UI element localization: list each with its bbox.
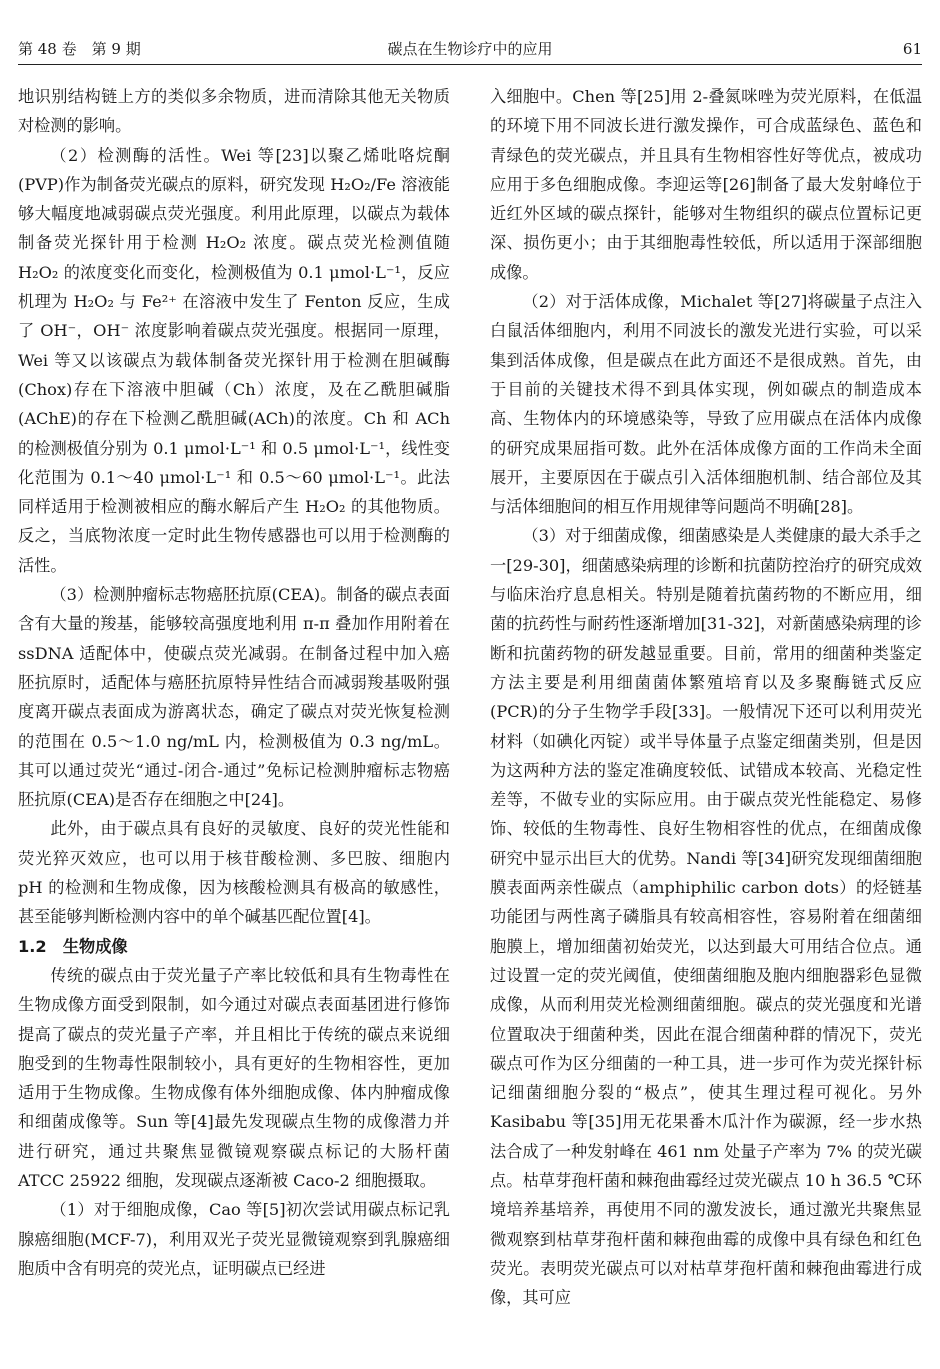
paragraph: （3）对于细菌成像，细菌感染是人类健康的最大杀手之一[29-30]，细菌感染病理的诊断和抗菌防控治疗的研究成效与临床治疗息息相关。特别是随着抗菌药物的不断应用，细菌的抗药性与耐药性逐渐增加[31-32]，对新菌感染病理的诊断和抗菌药物的研发越显重要。目前，常用的细菌种类鉴定方法主要是利用细菌菌体繁殖培育以及多聚酶链式反应(PCR)的分子生物学手段[33]。一般情况下还可以利用荧光材料（如碘化丙锭）或半导体量子点鉴定细菌类别，但是因为这两种方法的鉴定准确度较低、试错成本较高、光稳定性差等，不做专业的实际应用。由于碳点荧光性能稳定、易修饰、较低的生物毒性、良好生物相容性的优点，在细菌成像研究中显示出巨大的优势。Nandi 等[34]研究发现细菌细胞膜表面两亲性碳点（amphiphilic carbon dots）的烃链基功能团与两性离子磷脂具有较高相容性，容易附着在细菌细胞膜上，增加细菌初始荧光，以达到最大可用结合位点。通过设置一定的荧光阈值，使细菌细胞及胞内细胞器彩色显微成像，从而利用荧光检测细菌细胞。碳点的荧光强度和光谱位置取决于细菌种类，因此在混合细菌种群的情况下，荧光碳点可作为区分细菌的一种工具，进一步可作为荧光探针标记细菌细胞分裂的“极点”，使其生理过程可视化。另外 Kasibabu 等[35]用无花果番木瓜汁作为碳源，经一步水热法合成了一种发射峰在 461 nm 处量子产率为 7% 的荧光碳点。枯草芽孢杆菌和棘孢曲霉经过荧光碳点 10 h 36.5 ℃环境培养基培养，再使用不同的激发波长，通过激光共聚焦显微观察到枯草芽孢杆菌和棘孢曲霉的成像中具有绿色和红色荧光。表明荧光碳点可以对枯草芽孢杆菌和棘孢曲霉进行成像，其可应: [490, 526, 922, 1308]
paragraph: （2）检测酶的活性。Wei 等[23]以聚乙烯吡咯烷酮(PVP)作为制备荧光碳点的原料，研究发现 H₂O₂/Fe 溶液能够大幅度地减弱碳点荧光强度。利用此原理，以碳点为载体制备荧光探针用于检测 H₂O₂ 浓度。碳点荧光检测值随 H₂O₂ 的浓度变化而变化，检测极值为 0.1 μmol·L⁻¹，反应机理为 H₂O₂ 与 Fe²⁺ 在溶液中发生了 Fenton 反应，生成了 OH⁻，OH⁻ 浓度影响着碳点荧光强度。根据同一原理，Wei 等又以该碳点为载体制备荧光探针用于检测在胆碱酶(Chox)存在下溶液中胆碱（Ch）浓度，及在乙酰胆碱脂(AChE)的存在下检测乙酰胆碱(ACh)的浓度。Ch 和 ACh 的检测极值分别为 0.1 μmol·L⁻¹ 和 0.5 μmol·L⁻¹，线性变化范围为 0.1～40 μmol·L⁻¹ 和 0.5～60 μmol·L⁻¹。此法同样适用于检测被相应的酶水解后产生 H₂O₂ 的其他物质。反之，当底物浓度一定时此生物传感器也可以用于检测酶的活性。: [18, 145, 450, 575]
paragraph: 地识别结构链上方的类似多余物质，进而清除其他无关物质对检测的影响。: [18, 87, 450, 136]
paragraph: 此外，由于碳点具有良好的灵敏度、良好的荧光性能和荧光猝灭效应，也可以用于核苷酸检测、多巴胺、细胞内 pH 的检测和生物成像，因为核酸检测具有极高的敏感性，甚至能够判断检测内容中的单个碱基匹配位置[4]。: [18, 819, 450, 927]
paragraph: 入细胞中。Chen 等[25]用 2-叠氮咪唑为荧光原料，在低温的环境下用不同波长进行激发操作，可合成蓝绿色、蓝色和青绿色的荧光碳点，并且具有生物相容性好等优点，被成功应用于多色细胞成像。李迎运等[26]制备了最大发射峰位于近红外区域的碳点探针，能够对生物组织的碳点位置标记更深、损伤更小；由于其细胞毒性较低，所以适用于深部细胞成像。: [490, 87, 922, 282]
journal-title: 碳点在生物诊疗中的应用: [387, 40, 553, 58]
volume-issue: 第 48 卷 第 9 期: [18, 40, 141, 58]
page-number: 61: [902, 40, 922, 58]
left-column: [18, 82, 450, 1283]
paragraph: （2）对于活体成像，Michalet 等[27]将碳量子点注入白鼠活体细胞内，利用不同波长的激发光进行实验，可以采集到活体成像，但是碳点在此方面还不是很成熟。首先，由于目前的关键技术得不到具体实现，例如碳点的制造成本高、生物体内的环境感染等，导致了应用碳点在活体内成像的研究成果屈指可数。此外在活体成像方面的工作尚未全面展开，主要原因在于碳点引入活体细胞机制、结合部位及其与活体细胞间的相互作用规律等问题尚不明确[28]。: [490, 292, 922, 517]
section-heading: 1.2 生物成像: [18, 936, 128, 956]
paragraph: 传统的碳点由于荧光量子产率比较低和具有生物毒性在生物成像方面受到限制，如今通过对碳点表面基团进行修饰提高了碳点的荧光量子产率，并且相比于传统的碳点来说细胞受到的生物毒性限制较小，具有更好的生物相容性，更加适用于生物成像。生物成像有体外细胞成像、体内肿瘤成像和细菌成像等。Sun 等[4]最先发现碳点生物的成像潜力并进行研究，通过共聚焦显微镜观察碳点标记的大肠杆菌 ATCC 25922 细胞，发现碳点逐渐被 Caco-2 细胞摄取。: [18, 965, 450, 1190]
paragraph: （1）对于细胞成像，Cao 等[5]初次尝试用碳点标记乳腺癌细胞(MCF-7)，利用双光子荧光显微镜观察到乳腺癌细胞质中含有明亮的荧光点，证明碳点已经进: [18, 1200, 450, 1278]
running-header: [18, 34, 922, 65]
paragraph: （3）检测肿瘤标志物癌胚抗原(CEA)。制备的碳点表面含有大量的羧基，能够较高强度地利用 π-π 叠加作用附着在 ssDNA 适配体中，使碳点荧光减弱。在制备过程中加入癌胚抗原时，适配体与癌胚抗原特异性结合而减弱羧基吸附强度离开碳点表面成为游离状态，确定了碳点对荧光恢复检测的范围在 0.5～1.0 ng/mL 内，检测极值为 0.3 ng/mL。其可以通过荧光“通过-闭合-通过”免标记检测肿瘤标志物癌胚抗原(CEA)是否存在细胞之中[24]。: [18, 585, 450, 810]
right-column: [490, 82, 922, 1312]
